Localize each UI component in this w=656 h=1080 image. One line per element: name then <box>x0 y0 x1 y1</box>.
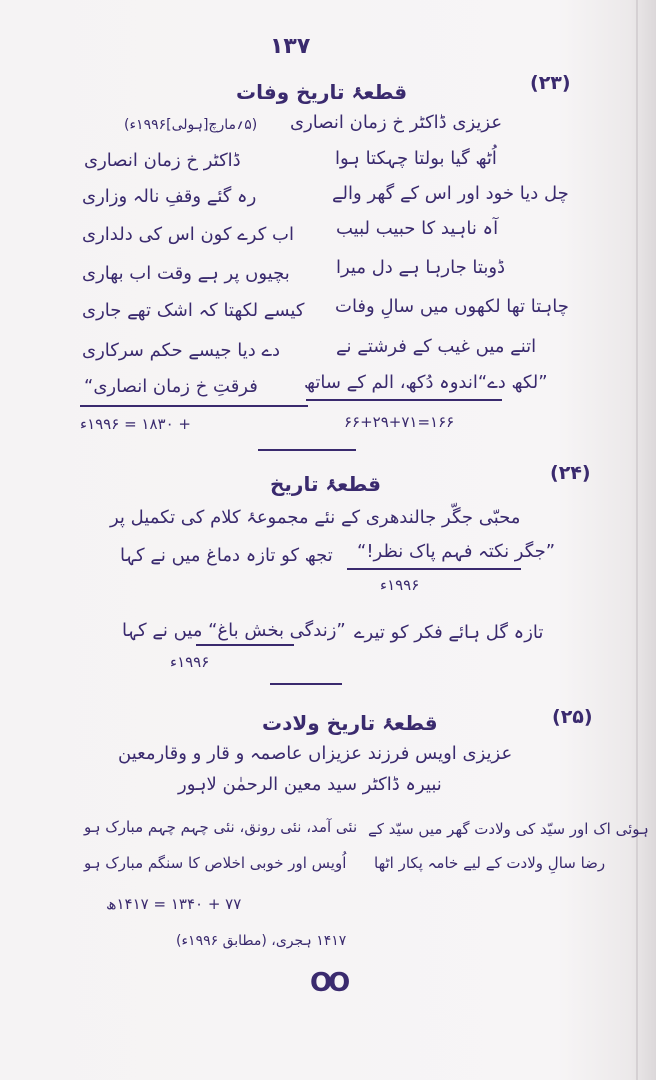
section-number: (۲۴) <box>550 462 591 484</box>
section-heading: قطعۂ تاریخ وفات <box>236 80 408 104</box>
calc-left: + ۱۸۳۰ = ۱۹۹۶ء <box>80 415 191 433</box>
section-subtitle: محبّی جگّر جالندھری کے نئے مجموعۂ کلام کی تکمیل پر <box>110 507 521 528</box>
year: ۱۹۹۶ء <box>380 576 420 594</box>
verse-right: ”لکھ دے“اندوہ دُکھ، الم کے ساتھ <box>304 372 548 393</box>
section-subtitle: عزیزی اویس فرزند عزیزاں عاصمہ و قار و وقارمعین <box>118 743 513 764</box>
section-subtitle: عزیزی ڈاکٹر خ زمان انصاری <box>290 112 503 133</box>
verse-right: اُٹھ گیا بولتا چہکتا ہوا <box>335 148 497 169</box>
year-note: ۱۴۱۷ ہجری، (مطابق ۱۹۹۶ء) <box>176 933 347 949</box>
quoted-line: ”جگر نکتہ فہم پاک نظر!“ <box>357 541 556 562</box>
section-number: (۲۵) <box>552 706 593 728</box>
year: ۱۹۹۶ء <box>170 653 210 671</box>
footer-ornament: OO <box>310 968 347 998</box>
verse-left: دے دیا جیسے حکم سرکاری <box>82 340 281 361</box>
verse-left: رہ گئے وقفِ نالہ وزاری <box>82 186 257 207</box>
section-heading: قطعۂ تاریخ ولادت <box>262 711 438 735</box>
section-divider <box>258 449 356 451</box>
page-number: ۱۳۷ <box>270 34 311 59</box>
verse-left: اُویس اور خوبی اخلاص کا سنگم مبارک ہو <box>84 854 347 872</box>
verse-right: تازہ گل ہائے فکر کو تیرے <box>354 622 544 643</box>
calc: ۷۷ + ۱۳۴۰ = ۱۴۱۷ھ <box>106 895 242 913</box>
underline <box>347 568 521 570</box>
verse-left: اب کرے کون اس کی دلداری <box>82 224 294 245</box>
verse-left: ڈاکٹر خ زمان انصاری <box>84 150 241 171</box>
verse-right: ہوئی اک اور سیّد کی ولادت گھر میں سیّد کے <box>368 820 649 838</box>
verse-right: رضا سالِ ولادت کے لیے خامہ پکار اٹھا <box>374 854 606 872</box>
verse-right: چاہتا تھا لکھوں میں سالِ وفات <box>335 296 569 317</box>
date-note: (۵؍مارچ[ہولی]۱۹۹۶ء) <box>124 117 258 133</box>
verse-left: نئی آمد، نئی رونق، نئی چہم چہم مبارک ہو <box>84 818 358 836</box>
section-subtitle: نبیرہ ڈاکٹر سید معین الرحمٰن لاہور <box>178 774 442 795</box>
verse-left: تجھ کو تازہ دماغ میں نے کہا <box>120 545 333 566</box>
verse-left: ”زندگی بخش باغ“ میں نے کہا <box>122 620 346 641</box>
verse-left: فرقتِ خ زمان انصاری“ <box>84 376 258 397</box>
verse-right: ڈوبتا جارہا ہے دل میرا <box>336 257 506 278</box>
section-divider <box>270 683 342 685</box>
underline <box>306 399 502 401</box>
verse-left: کیسے لکھتا کہ اشک تھے جاری <box>82 300 305 321</box>
calc-right: ۶۶+۲۹+۷۱=۱۶۶ <box>344 413 455 431</box>
section-number: (۲۳) <box>530 72 571 94</box>
verse-left: بچیوں پر ہے وقت اب بھاری <box>82 263 290 284</box>
page-edge <box>636 0 638 1080</box>
underline <box>196 644 294 646</box>
section-heading: قطعۂ تاریخ <box>270 472 382 496</box>
verse-right: اتنے میں غیب کے فرشتے نے <box>336 336 537 357</box>
underline <box>80 405 308 407</box>
verse-right: چل دیا خود اور اس کے گھر والے <box>332 183 569 204</box>
verse-right: آہ ناہید کا حبیب لبیب <box>336 218 499 239</box>
